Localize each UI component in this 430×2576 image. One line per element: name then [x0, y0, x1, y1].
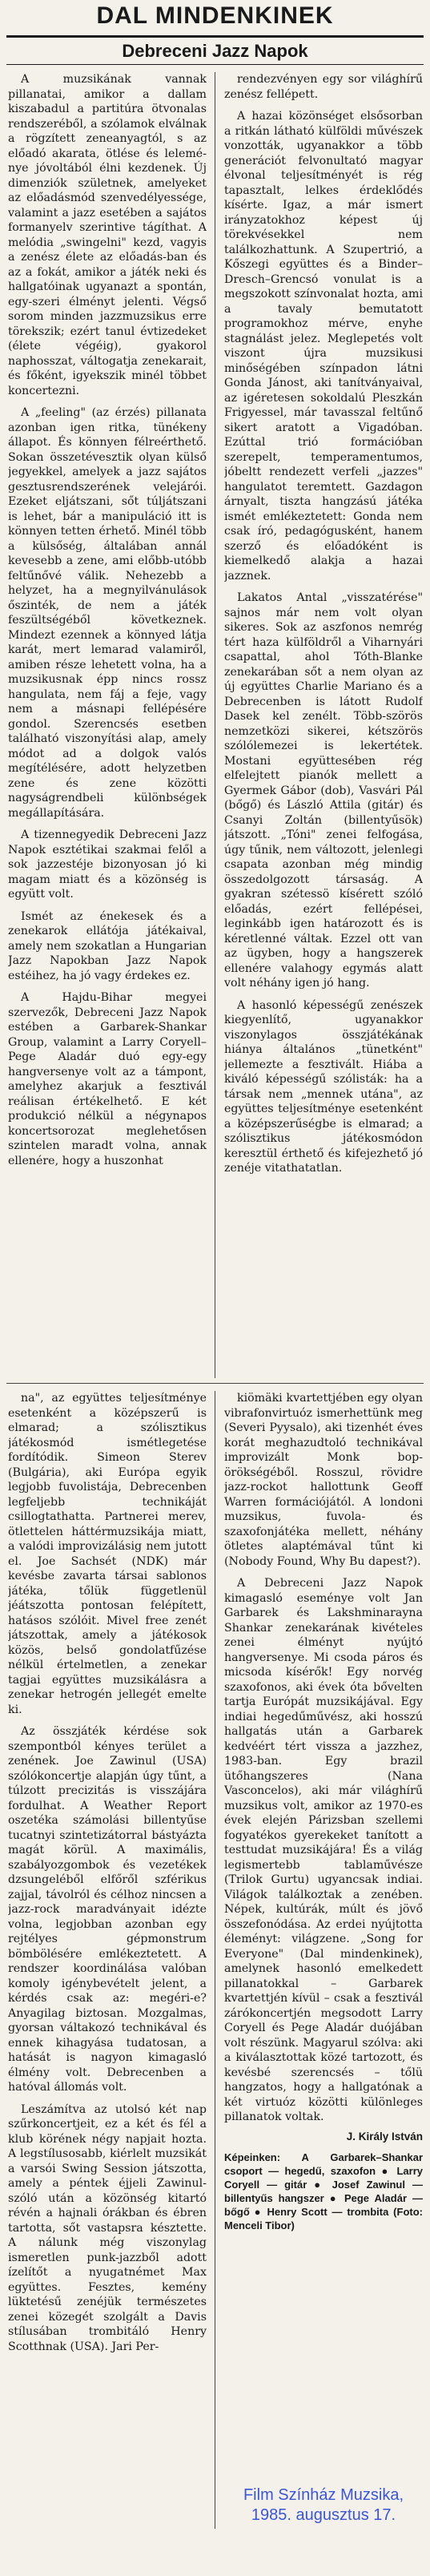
masthead-title: DAL MINDENKINEK	[96, 2, 334, 29]
section-divider	[6, 1383, 424, 1384]
source-date: 1985. augusztus 17.	[251, 2506, 396, 2524]
paragraph: A tizennegyedik Debreceni Jazz Napok esztétikai szakmai felől a sok jazzestéje bizonyosan jó ki magam miatt és a közönség is együtt volt.	[8, 828, 207, 901]
paragraph: A muzsikának vannak pillanatai, amikor a dallam kiszabadul a partitúra ötvonalas rendszeréből, a szólamok elválnak a rögzített zeneanyagtól, s az előadó akarata, ötlése és lelemé-nye jóvoltából élni kezdenek. Új dimenziók születnek, amelyeket az előadásmód szenvedélyessége, valamint a jazz esetében a sajátos formanyelv szerintive tágíthat. A melódia „swingelni" kezd, vagyis a zenész élete az előadás-ban és az a fokát, amikor a játék neki és hallgatóinak ugyanazt a spontán, egy-szeri élményt jelenti. Végső sorom minden jazzmuzsikus erre törekszik; ezért tanul évtizedeket (élete végéig), gyakorol naphosszat, váltogatja zenekarait, és főként, igyekszik minél többet koncertezni.	[8, 73, 207, 397]
masthead	[6, 0, 424, 38]
column-3	[8, 1391, 207, 2529]
source-citation	[224, 2485, 423, 2526]
column-4	[224, 1391, 423, 2465]
paragraph: A Debreceni Jazz Napok kimagasló eseménye volt Jan Garbarek és Lakshminarayna Shankar zenekarának kivételes zenei élményt nyújtó hangversenye. Mi csoda páros és micsoda kísérők! Egy norvég szaxofonos, aki évek óta bővelten tartja Európát muzsikájával. Egy indiai hegedűművész, aki hosszú hallgatás után a Garbarek kedvéért tért vissza a jazzhez, 1983-ban. Egy brazil ütőhangszeres (Nana Vasconcelos), aki már világhírű muzsikus volt, amikor az 1970-es évek elején Párizsban szellemi fogyatékos gyerekeket tanított a testtudat muzsikájára! És a világ legismertebb tablaművésze (Trilok Gurtu) ugyancsak indiai. Világok találkoztak a zenében. Népek, kultúrák, múlt és jövő összefonódása. Az erdei nyújtotta éleményt: világzene. „Song for Everyone" (Dal mindenkinek), amelynek hasonló emelkedett pillanatokkal – Garbarek kvartettjén kívül – csak a fesztivál zárókoncertjén megsodott Larry Coryell és Pege Aladár duójában volt részünk. Magyarul szólva: aki a kiválasztottak közé tartozott, és kevésbé szerencsés – tőlü hangzatos, hogy a hallgatónak a két virtuóz közötti különleges pillanatok voltak.	[224, 1577, 423, 2123]
paragraph: kiömäki kvartettjében egy olyan vibrafonvirtuóz ismerhettünk meg (Severi Pyysalo), aki tizenhét éves korát meghazudtoló technikával improvizált Monk bop-örökségéből. Rosszul, rövidre jazz-rockot hallottunk Geoff Warren formációjától. A londoni muzsikus, fuvola- és szaxofonjátéka mellett, néhány ötletes alaptémával tűnt ki (Nobody Found, Why Bu dapest?).	[224, 1392, 423, 1568]
paragraph: Az összjáték kérdése sok szempontból kényes terület a zenének. Joe Zawinul (USA) szólókoncertje alapján úgy tűnt, a túlzott precizitás is visszájára fordulhat. A Weather Report oszetéka számolási billentyűse tucatnyi szintetizátorral bástyázta magát körül. A maximális, szabályozgombok és vezetékek dzsungeléből elfőről szférikus zajjal, távolról és célhoz nincsen a jazz-rock maradványait idézte volna, legjobban azonban egy rejtélyes gépmonstrum bömbölésére emlékeztetett. A rendszer koordinálása valóban komoly igénybevételt jelent, a kérdés csak az: megéri-e? Anyagilag biztosan. Mozgalmas, gyorsan váltakozó technikával és ennek kihagyása tudatosan, a hatását is nagyon kimagasló élmény volt. Debrecenben a hatóval állomás volt.	[8, 1725, 207, 2094]
paragraph: rendezvényen egy sor világhírű zenész fellépett.	[224, 73, 423, 101]
paragraph: A hazai közönséget elsősorban a ritkán látható külföldi művészek vonzották, ugyanakkor a több generációt felvonultató magyar élvonal teljesítményét is rég tapasztalt, lelkes érdeklődés kísérte. Igaz, a már ismert irányzatokhoz képest új törekvésekkel nem találkozhattunk. A Szupertrió, a Kőszegi együttes és a Binder–Dresch–Grencsó vonulat is a megszokott színvonalat hozta, ami a tavaly bemutatott programokhoz mérve, enyhe stagnálást jelez. Meglepetés volt viszont újra muzsikusi minőségében színpadon látni Gonda Jánost, aki tanítványaival, az igéretesen sokoldalú Pleszkán Frigyessel, már tavasszal feltűnő sikert aratott a Vigadóban. Ezúttal trió formációban szerepelt, temperamentumos, jóbeltt rendezett verfeli „jazzes" hangulatot teremtett. Gazdagon árnyalt, tiszta hangzású játéka ismét emlékeztetett: Gonda nem csak író, pedagógusként, hanem szerző és előadóként is kiemelkedő alakja a hazai jazznek.	[224, 110, 423, 583]
column-1	[8, 72, 207, 1378]
paragraph: na", az együttes teljesítménye esetenként a középszerű is elmarad; a szólisztikus játékosmód ismétlegetése fordítódik. Simeon Sterev (Bulgária), aki Európa egyik legjobb fuvolistája, Debrecenben legfeljebb technikáját csillogtathatta. Partnerei merev, ötlettelen háttérmuzsikája miatt, a valódi improvizálásig nem jutott el. Joe Sachsét (NDK) már kevésbe zavarta társai sablonos játéka, tőlük függetlenül jéátszotta pontosan felépített, hatásos szólóit. Mivel free zenét játszottak, amely a játékosok közös, belső gondolatfűzése nélkül értelmetlen, a zenekar tagjai együttes muzsikálásra a zenekar hetrogén jellegét emelte ki.	[8, 1392, 207, 1716]
paragraph: A Hajdu-Bihar megyei szervezők, Debreceni Jazz Napok estében a Garbarek-Shankar Group, valamint a Larry Coryell–Pege Aladár duó egy-egy hangversenye volt az a támpont, amelyhez akarjuk a fesztivál reálisan értékelhető. E két produkció nélkül a négynapos koncertsorozat meglehetősen szintelen maradt volna, annak ellenére, hogy a huszonhat	[8, 991, 207, 1167]
source-publication: Film Színház Muzsika,	[243, 2486, 404, 2504]
paragraph: Leszámítva az utolsó két nap szűrkoncertjeit, ez a két és fél a klub körének négy napjait hozta. A legstílusosabb, kiérlelt muzsikát a varsói Swing Session játszotta, amely a péntek éjjeli Zawinul-szóló után a közönség kitartó révén a hajnali órákban és ébren tartotta, sőt vastapsra késztette. A nálunk még viszonylag ismeretlen punk-jazzből adott ízelítőt a nyugatnémet Max együttes. Fesztes, kemény lüktetésű zenéjük természetes zenei közegét szolgált a Davis stílusában trombitáló Henry Scotthnak (USA). Jari Per-	[8, 2102, 207, 2353]
article-title-bar	[6, 38, 424, 65]
paragraph: Lakatos Antal „visszatérése" sajnos már nem volt olyan sikeres. Sok az aszfonos nemrég tért haza külföldről a Viharnyári csapattal, ahol Tóth-Blanke zenekarában sőt a nem olyan az új együttes Charlie Mariano és a Debrecenben is látott Rudolf Dasek kel zenélt. Több-szörös nemzetközi sikerei, kétszörös szólólemezei is lekertétek. Mostani együttesében rég elfelejtett pianók mellett a Gyermek Gábor (dob), Vasvári Pál (bőgő) és László Attila (gitár) és Csanyi Zoltán (billentyűsök) játszott. „Tóni" zenei felfogása, úgy tűnik, nem változott, jelenlegi csapata azonban még mindig összedolgozott társaság. A gyakran szétessö kísérett szóló előadás, ezért fellépései, leginkább igen határozott és is kéretlenné váltak. Ezzel ott van az ügyben, hogy a hangszerek ellenére valahogy egymás alatt volt néhány igen jó hang.	[224, 591, 423, 990]
article-title: Debreceni Jazz Napok	[122, 41, 308, 61]
paragraph: Ismét az énekesek és a zenekarok ellátója játékaival, amely nem szokatlan a Hungarian Jazz Napokban Jazz Napok estéihez, ha jó vagy érdekes ez.	[8, 909, 207, 982]
author-signature: J. Király István	[346, 2130, 423, 2143]
photo-caption: Képeinken: A Garbarek–Shankar csoport — hegedű, szaxofon ● Larry Coryell — gitár ● Josef Zawinul — billentyűs hangszer ● Pege Aladár — bőgő ● Henry Scott — trombita (Foto: Menceli Tibor)	[224, 2151, 423, 2231]
paragraph: A hasonló képességű zenészek kiegyenlítő, ugyanakkor viszonylagos összjátékának hiánya általános „tünetként" jellemezte a fesztivált. Hiába a kiváló képességű szólisták: ha a társak nem „mennek utána", az együttes teljesítménye esetenként a középszerűségbe is elmarad; a szólisztikus játékosmódon keresztül érthető és kifejezhető jó zenéje vitathatatlan.	[224, 998, 423, 1175]
paragraph: A „feeling" (az érzés) pillanata azonban igen ritka, tünékeny állapot. És könnyen félreérthető. Sokan összetévesztik olyan külső jegyekkel, amelyek a jazz sajátos gesztusrendszerének velejárói. Ezeket eljátszani, sőt túljátszani is lehet, bár a manipuláció itt is könnyen tetten érhető. Minél több a külsőség, általában annál kevesebb a zene, ami előbb-utóbb feltűnővé válik. Nehezebb a helyzet, ha a megnyilvánulások őszinték, de nem a játék feszültségéből következnek. Mindezt ezennek a könnyed látja karát, mert lemarad valamiről, amiben része lehetett volna, ha a muzsikusnak épp nincs rossz hangulata, nem fáj a feje, vagy nem a másnapi fellépésére gondol. Szerencsés esetben található viszonyítási alap, amely módot ad a dolgok valós megítélésére, adott helyzetben zene és zene közötti nagyságrendbeli különbségek megállapítására.	[8, 406, 207, 820]
column-2	[224, 72, 423, 1378]
